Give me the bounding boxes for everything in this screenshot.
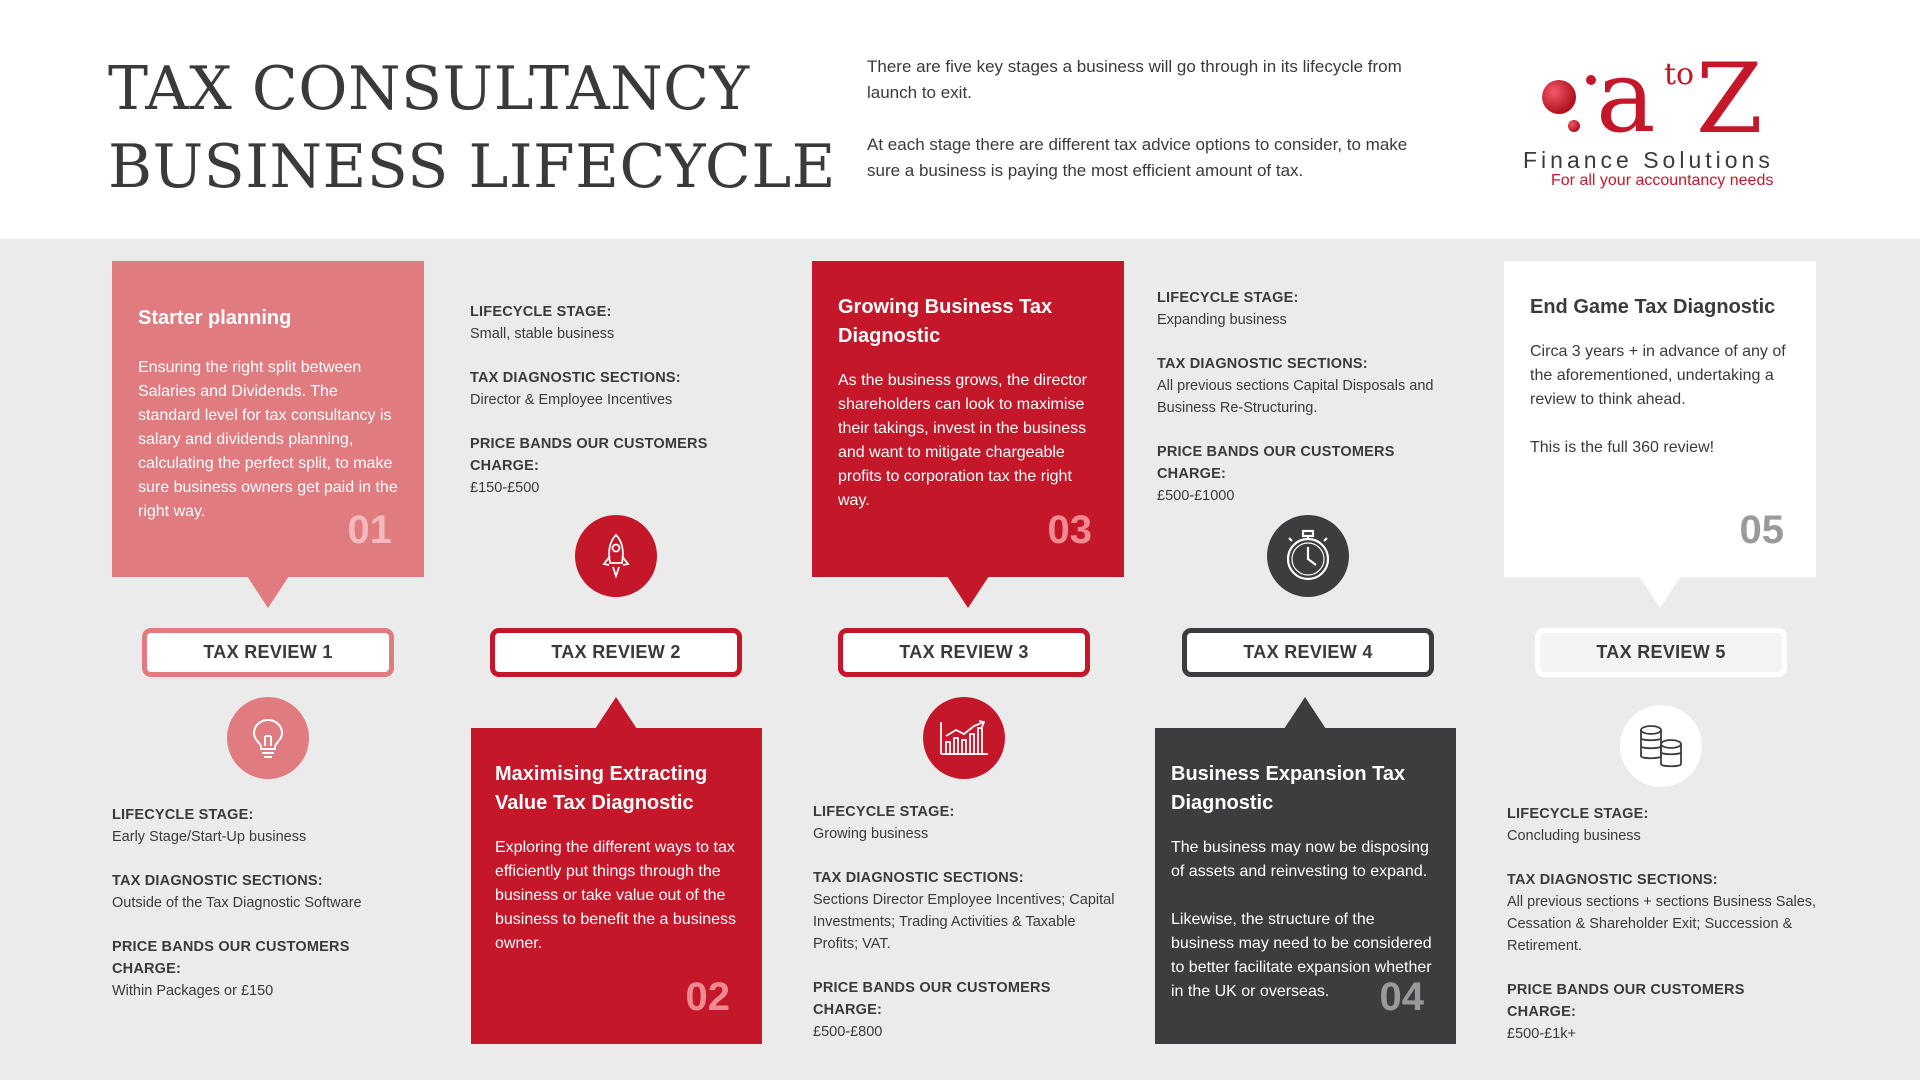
header [0,0,1920,239]
lifecycle-stage-value: Early Stage/Start-Up business [112,829,307,845]
stage-5-description-p1: Circa 3 years + in advance of any of the aforementioned, undertaking a review to think ahead. [1530,343,1786,408]
logo-company-name: Finance Solutions [1523,147,1774,173]
tax-review-4-label: TAX REVIEW 4 [1182,628,1434,677]
stage-4-description-p1: The business may now be disposing of assets and reinvesting to expand. [1171,839,1429,880]
stage-2-description [495,836,738,956]
lifecycle-stage-label: LIFECYCLE STAGE: [112,807,254,823]
tax-sections-label: TAX DIAGNOSTIC SECTIONS: [1157,356,1368,372]
stage-4-pointer [1284,697,1326,729]
stage-5-info [1507,803,1817,1067]
stage-2-info [470,301,780,521]
stage-4-description-p2: Likewise, the structure of the business may need to be considered to better facilitate expansion whether in the UK or overseas. [1171,911,1432,1000]
page-title [108,50,836,206]
logo-tagline: For all your accountancy needs [1551,172,1774,189]
lifecycle-stage-value: Growing business [813,826,929,842]
tax-review-5-label: TAX REVIEW 5 [1535,628,1787,677]
coins-icon [1620,705,1702,787]
price-bands-label: PRICE BANDS OUR CUSTOMERS CHARGE: [813,980,1051,1018]
stage-2-pointer [595,697,637,729]
stage-5-pointer [1639,576,1681,608]
price-bands-label: PRICE BANDS OUR CUSTOMERS CHARGE: [112,939,350,977]
logo-bubble-icon [1542,80,1576,114]
tax-sections-label: TAX DIAGNOSTIC SECTIONS: [1507,872,1718,888]
stage-4-title: Business Expansion Tax Diagnostic [1171,763,1406,814]
stage-5-number: 05 [1739,508,1784,552]
stage-3-card [812,261,1124,577]
stage-3-description [838,369,1098,513]
tax-sections-value: Sections Director Employee Incentives; Capital Investments; Trading Activities & Taxable Profits; VAT. [813,892,1115,952]
stage-3-description-p1: As the business grows, the director shareholders can look to maximise their takings, invest in the business and want to mitigate chargeable profits to corporation tax the right way. [838,372,1088,509]
price-bands-value: £500-£1000 [1157,488,1235,504]
logo-bubble-tiny-icon [1586,75,1596,85]
stage-1-info [112,804,422,1024]
lifecycle-stage-value: Concluding business [1507,828,1641,844]
stage-2-number: 02 [685,975,730,1019]
stage-5-description-p2: This is the full 360 review! [1530,439,1715,456]
stage-5-card [1504,261,1816,577]
stage-1-title: Starter planning [138,307,292,329]
tax-review-1-label: TAX REVIEW 1 [142,628,394,677]
stage-5-title: End Game Tax Diagnostic [1530,296,1776,318]
intro-paragraph-2: At each stage there are different tax advice options to consider, to make sure a business is paying the most efficient amount of tax. [867,135,1408,180]
price-bands-value: £150-£500 [470,480,540,496]
stage-3-info [813,801,1123,1065]
tax-review-3-label: TAX REVIEW 3 [838,628,1090,677]
price-bands-label: PRICE BANDS OUR CUSTOMERS CHARGE: [1157,444,1395,482]
lifecycle-stage-label: LIFECYCLE STAGE: [470,304,612,320]
stage-2-card [471,728,762,1044]
tax-sections-label: TAX DIAGNOSTIC SECTIONS: [813,870,1024,886]
logo-letter-a: a [1596,38,1656,155]
stage-5-description [1530,340,1790,460]
tax-sections-label: TAX DIAGNOSTIC SECTIONS: [112,873,323,889]
stage-3-pointer [947,576,989,608]
stage-1-pointer [247,576,289,608]
company-logo [1518,38,1818,195]
tax-sections-label: TAX DIAGNOSTIC SECTIONS: [470,370,681,386]
stage-1-description-p1: Ensuring the right split between Salaries and Dividends. The standard level for tax consultancy is salary and dividends planning, calculating the perfect split, to make sure business owners get paid in the right way. [138,359,398,520]
price-bands-label: PRICE BANDS OUR CUSTOMERS CHARGE: [1507,982,1745,1020]
lifecycle-stage-value: Expanding business [1157,312,1287,328]
title-line-2: BUSINESS LIFECYCLE [108,132,836,202]
tax-sections-value: All previous sections Capital Disposals and Business Re-Structuring. [1157,378,1434,416]
stage-3-title: Growing Business Tax Diagnostic [838,296,1053,347]
growth-chart-icon [923,697,1005,779]
price-bands-value: £500-£800 [813,1024,883,1040]
logo-bubble-small-icon [1568,120,1580,132]
stage-1-description [138,356,398,524]
price-bands-value: Within Packages or £150 [112,983,274,999]
intro-paragraph-1: There are five key stages a business will go through in its lifecycle from launch to exit. [867,57,1402,102]
lifecycle-stage-value: Small, stable business [470,326,615,342]
tax-sections-value: Outside of the Tax Diagnostic Software [112,895,362,911]
stage-4-number: 04 [1379,975,1424,1019]
stage-2-description-p1: Exploring the different ways to tax efficiently put things through the business or take value out of the business to benefit the a business owner. [495,839,737,952]
stage-4-card [1155,728,1456,1044]
rocket-icon [575,515,657,597]
title-line-1: TAX CONSULTANCY [108,54,750,124]
intro-text [867,54,1427,210]
price-bands-value: £500-£1k+ [1507,1026,1576,1042]
lightbulb-icon [227,697,309,779]
price-bands-label: PRICE BANDS OUR CUSTOMERS CHARGE: [470,436,708,474]
stage-3-number: 03 [1047,508,1092,552]
logo-word-to: to [1664,57,1695,92]
tax-review-2-label: TAX REVIEW 2 [490,628,742,677]
lifecycle-stage-label: LIFECYCLE STAGE: [1157,290,1299,306]
tax-sections-value: All previous sections + sections Business Sales, Cessation & Shareholder Exit; Succession & Retirement. [1507,894,1817,954]
stage-1-card [112,261,424,577]
stage-1-number: 01 [347,508,392,552]
lifecycle-stage-label: LIFECYCLE STAGE: [813,804,955,820]
stage-4-info [1157,287,1467,529]
logo-letter-z: Z [1696,43,1763,155]
tax-sections-value: Director & Employee Incentives [470,392,673,408]
lifecycle-stage-label: LIFECYCLE STAGE: [1507,806,1649,822]
stage-2-title: Maximising Extracting Value Tax Diagnostic [495,763,708,814]
